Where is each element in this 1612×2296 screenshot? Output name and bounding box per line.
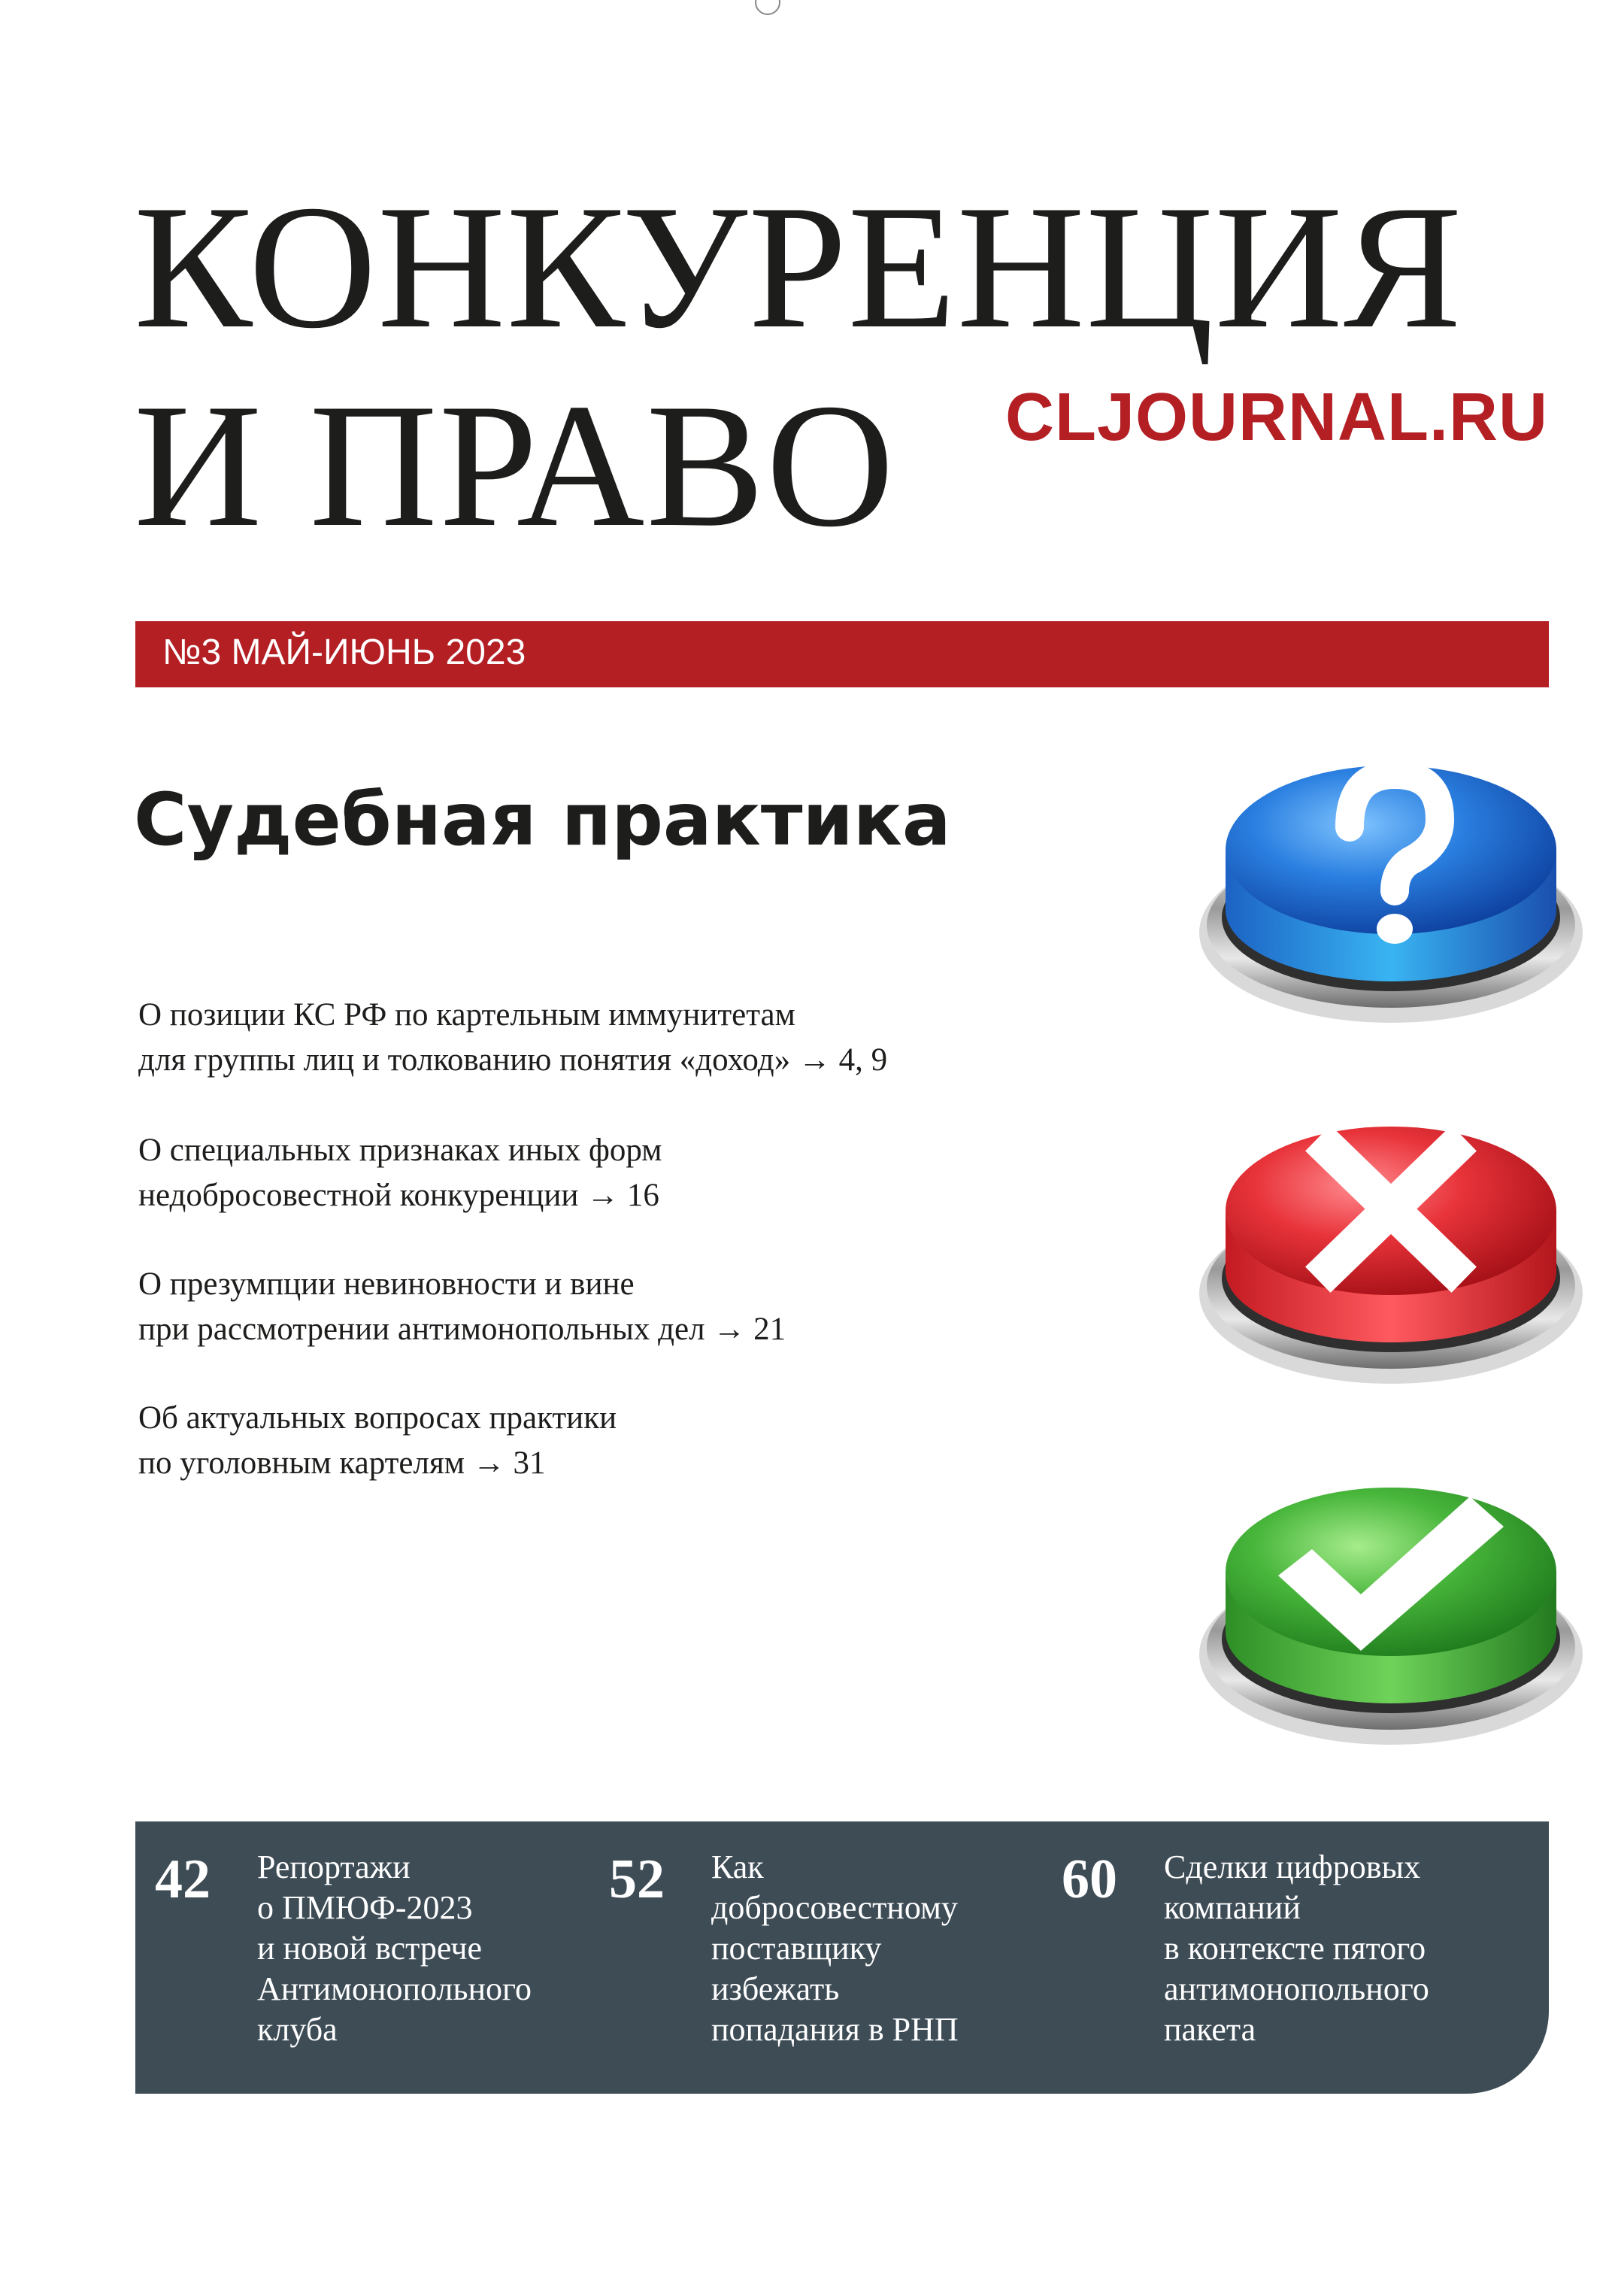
feature-line: антимонопольного xyxy=(1164,1970,1429,2007)
feature-page-number: 60 xyxy=(1062,1849,1117,1910)
issue-bar xyxy=(135,621,1549,687)
feature-line: Как xyxy=(711,1849,764,1885)
article-line: по уголовным картелям → 31 xyxy=(138,1445,546,1481)
article-line: О специальных признаках иных форм xyxy=(138,1133,662,1168)
article-line: при рассмотрении антимонопольных дел → 21 xyxy=(138,1312,786,1347)
feature-line: Сделки цифровых xyxy=(1164,1849,1421,1885)
feature-line: в контексте пятого xyxy=(1164,1930,1426,1967)
feature-line: поставщику xyxy=(711,1930,882,1967)
article-line: Об актуальных вопросах практики xyxy=(138,1400,617,1436)
registration-mark-icon xyxy=(755,0,780,15)
feature-line: пакета xyxy=(1164,2011,1256,2048)
article-teaser[interactable] xyxy=(138,1128,662,1218)
feature-line: и новой встрече xyxy=(257,1930,483,1967)
feature-line: компаний xyxy=(1164,1889,1301,1926)
article-line: О позиции КС РФ по картельным иммунитетам xyxy=(138,997,795,1033)
article-teaser[interactable] xyxy=(138,993,887,1083)
feature-line: клуба xyxy=(257,2011,338,2048)
issue-label: №3 МАЙ-ИЮНЬ 2023 xyxy=(162,632,526,672)
feature-line: Антимонопольного xyxy=(257,1970,532,2007)
article-line: недобросовестной конкуренции → 16 xyxy=(138,1178,659,1213)
feature-line: добросовестному xyxy=(711,1889,958,1926)
buttons-illustration xyxy=(1180,745,1601,1797)
site-url[interactable]: CLJOURNAL.RU xyxy=(1005,380,1548,455)
featured-articles-panel xyxy=(135,1821,1549,2094)
feature-title xyxy=(711,1847,959,2050)
feature-line: избежать xyxy=(711,1970,840,2007)
article-line: О презумпции невиновности и вине xyxy=(138,1266,635,1302)
feature-line: попадания в РНП xyxy=(711,2011,959,2048)
feature-page-number: 52 xyxy=(609,1849,665,1910)
feature-title xyxy=(257,1847,532,2050)
article-line: для группы лиц и толкованию понятия «доход» → 4, 9 xyxy=(138,1042,888,1078)
magazine-title-line2: И ПРАВО xyxy=(134,368,896,564)
feature-page-number: 42 xyxy=(155,1849,211,1910)
feature-title xyxy=(1164,1847,1429,2050)
magazine-title-line1: КОНКУРЕНЦИЯ xyxy=(134,169,1463,365)
article-teaser[interactable] xyxy=(138,1396,617,1486)
check-button-icon xyxy=(1199,1488,1583,1745)
section-heading: Судебная практика xyxy=(134,778,951,862)
article-teaser[interactable] xyxy=(138,1262,786,1352)
question-button-icon xyxy=(1199,766,1583,1023)
feature-line: Репортажи xyxy=(257,1849,411,1885)
feature-line: о ПМЮФ-2023 xyxy=(257,1889,473,1926)
cross-button-icon xyxy=(1199,1127,1583,1384)
